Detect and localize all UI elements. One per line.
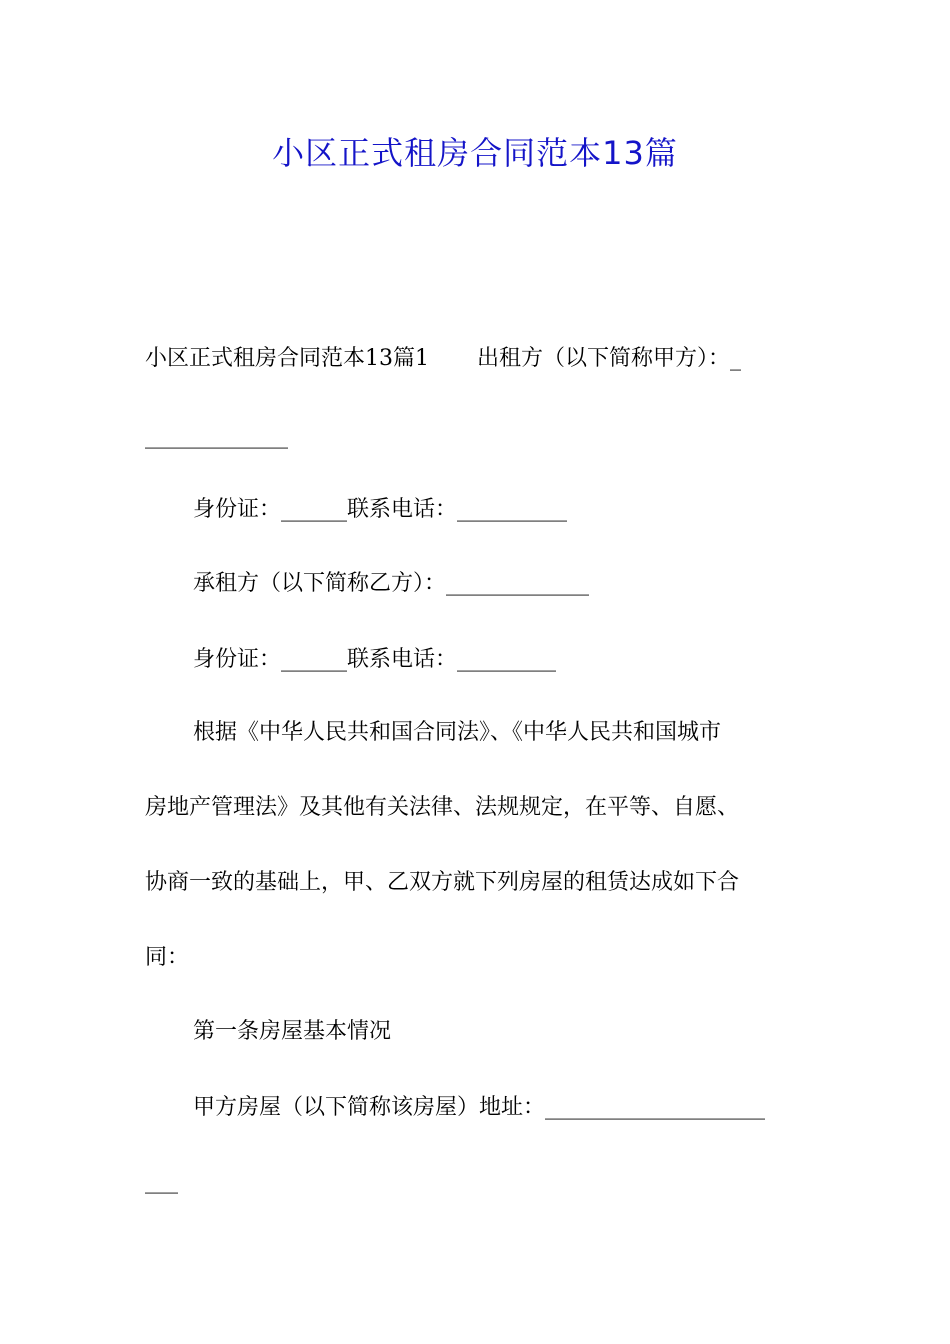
lessor-blank-line: _____________	[145, 424, 288, 449]
house-address-line: 甲方房屋（以下简称该房屋）地址：____________________	[193, 1095, 766, 1120]
lessee-id-phone-line: 身份证：______联系电话：_________	[193, 647, 557, 672]
document-title: 小区正式租房合同范本13篇	[272, 134, 678, 172]
basis-paragraph-line-2: 房地产管理法》及其他有关法律、法规规定，在平等、自愿、	[145, 795, 740, 820]
basis-paragraph-line-1: 根据《中华人民共和国合同法》、《中华人民共和国城市	[193, 720, 722, 745]
lessor-id-phone-line: 身份证：______联系电话：__________	[193, 497, 568, 522]
lessee-line: 承租方（以下简称乙方）：_____________	[193, 571, 590, 596]
article-one-heading: 第一条房屋基本情况	[193, 1019, 392, 1044]
basis-paragraph-line-3: 协商一致的基础上，甲、乙双方就下列房屋的租赁达成如下合	[145, 870, 740, 895]
paragraph-heading-line	[145, 344, 741, 374]
section-number-label: 小区正式租房合同范本13篇1	[145, 346, 429, 371]
lessor-label: 出租方（以下简称甲方）：_	[477, 346, 742, 371]
basis-paragraph-line-4: 同：	[145, 945, 190, 970]
house-address-continuation: ___	[145, 1169, 178, 1194]
